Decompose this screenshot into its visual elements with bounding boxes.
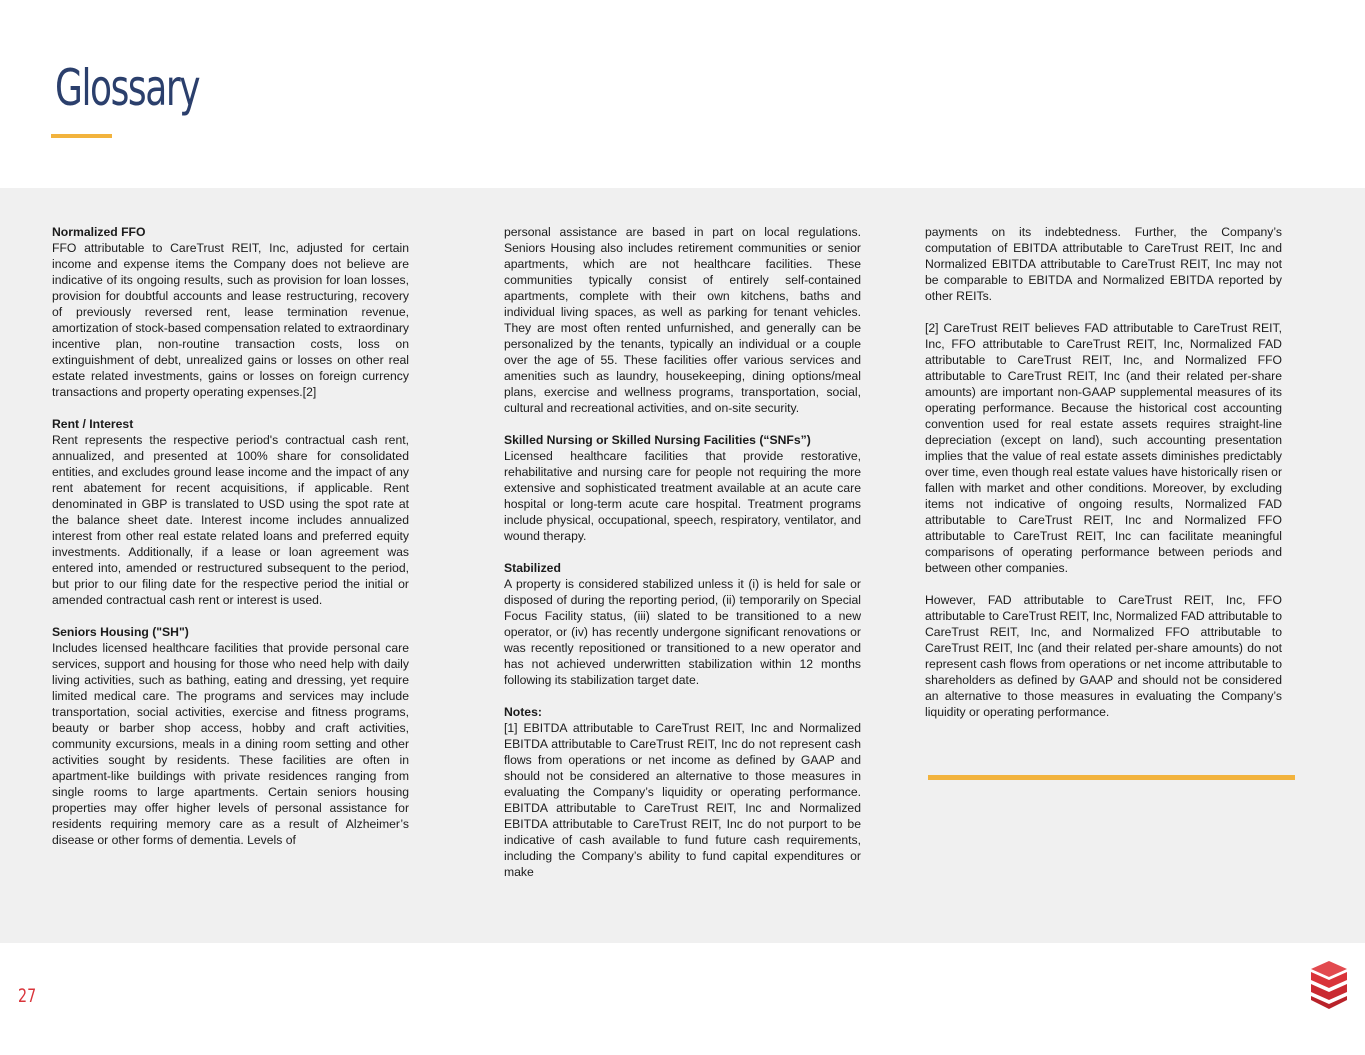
term-normalized-ffo-heading: Normalized FFO: [52, 225, 146, 239]
term-normalized-ffo-definition: FFO attributable to CareTrust REIT, Inc, adjusted for certain income and expense items the Company does not believe are indicative of its ongoing results, such as provision for loan losses, provision for doubtful accounts and lease restructuring, recovery of previously reversed rent, lease termination revenue, amortization of stock-based compensation related to extraordinary incentive plan, non-routine transaction costs, loss on extinguishment of debt, unrealized gains or losses on other real estate related investments, gains or losses on foreign currency transactions and property operating expenses.[2]: [52, 241, 410, 399]
term-rent-interest-heading: Rent / Interest: [52, 417, 134, 431]
glossary-column-1: [52, 224, 409, 848]
page-title: Glossary: [55, 59, 200, 117]
term-seniors-housing-heading: Seniors Housing ("SH"): [52, 625, 189, 639]
note-1-text-continued: payments on its indebtedness. Further, the Company’s computation of EBITDA attributable to CareTrust REIT, Inc and Normalized EBITDA attributable to CareTrust REIT, Inc may not be comparable to EBITDA and Normalized EBITDA reported by other REITs.: [925, 225, 1282, 303]
note-1-text: [1] EBITDA attributable to CareTrust REIT, Inc and Normalized EBITDA attributable to CareTrust REIT, Inc do not represent cash flows from operations or net income as defined by GAAP and should not be considered an alternative to those measures in evaluating the Company’s liquidity or operating performance. EBITDA attributable to CareTrust REIT, Inc and Normalized EBITDA attributable to CareTrust REIT, Inc do not purport to be indicative of cash available to fund future cash requirements, including the Company’s ability to fund capital expenditures or make: [504, 721, 861, 879]
glossary-column-3: [925, 224, 1282, 720]
note-2-text-continued: However, FAD attributable to CareTrust REIT, Inc, FFO attributable to CareTrust REIT, Inc, Normalized FAD attributable to CareTrust REIT, Inc, and Normalized FFO attributable to CareTrust REIT, Inc (and their related per-share amounts) do not represent cash flows from operations or net income attributable to shareholders as defined by GAAP and should not be considered an alternative to those measures in evaluating the Company’s liquidity or operating performance.: [925, 593, 1282, 719]
note-2-text: [2] CareTrust REIT believes FAD attributable to CareTrust REIT, Inc, FFO attributable to CareTrust REIT, Inc, Normalized FAD attributable to CareTrust REIT, Inc, and Normalized FFO attributable to CareTrust REIT, Inc (and their related per-share amounts) are important non-GAAP supplemental measures of its operating performance. Because the historical cost accounting convention used for real estate assets requires straight-line depreciation (except on land), such accounting presentation implies that the value of real estate assets diminishes predictably over time, even though real estate values have historically risen or fallen with market and other conditions. Moreover, by excluding items not indicative of ongoing results, Normalized FAD attributable to CareTrust REIT, Inc and Normalized FFO attributable to CareTrust REIT, Inc can facilitate meaningful comparisons of operating performance between periods and between other companies.: [925, 321, 1283, 575]
term-rent-interest-definition: Rent represents the respective period's contractual cash rent, annualized, and presented at 100% share for consolidated entities, and excludes ground lease income and the impact of any rent abatement for recent acquisitions, if applicable. Rent denominated in GBP is translated to USD using the spot rate at the balance sheet date. Interest income includes annualized interest from other real estate related loans and preferred equity investments. Additionally, if a lease or loan agreement was entered into, amended or restructured subsequent to the period, but prior to our filing date for the respective period the initial or amended contractual cash rent or interest is used.: [52, 433, 409, 607]
column-end-rule: [928, 775, 1295, 780]
glossary-column-2: [504, 224, 861, 880]
page-number: 27: [18, 985, 37, 1007]
title-underline: [51, 134, 112, 138]
term-seniors-housing-definition: Includes licensed healthcare facilities that provide personal care services, support and housing for those who need help with daily living activities, such as bathing, eating and dressing, yet require limited medical care. The programs and services may include transportation, social activities, exercise and fitness programs, beauty or barber shop access, hobby and craft activities, community excursions, meals in a dining room setting and other activities sought by residents. These facilities are often in apartment-like buildings with private residences ranging from single rooms to large apartments. Certain seniors housing properties may offer higher levels of personal assistance for residents requiring memory care as a result of Alzheimer’s disease or other forms of dementia. Levels of: [52, 641, 409, 847]
term-stabilized-definition: A property is considered stabilized unless it (i) is held for sale or disposed of during the reporting period, (ii) temporarily on Special Focus Facility status, (iii) slated to be transitioned to a new operator, or (iv) has recently undergone significant renovations or was recently repositioned or transitioned to a new operator and has not achieved underwritten stabilization within 12 months following its stabilization target date.: [504, 577, 861, 687]
stacked-chevron-logo-icon: [1308, 960, 1350, 1010]
glossary-panel: [0, 188, 1365, 943]
term-seniors-housing-definition-continued: personal assistance are based in part on local regulations. Seniors Housing also includes retirement communities or senior apartments, which are not healthcare facilities. These communities typically consist of entirely self-contained apartments, complete with their own kitchens, baths and individual living spaces, as well as parking for tenant vehicles. They are most often rented unfurnished, and generally can be personalized by the tenants, typically an individual or a couple over the age of 55. These facilities offer various services and amenities such as laundry, housekeeping, dining options/meal plans, exercise and wellness programs, transportation, social, cultural and recreational activities, and on-site security.: [504, 225, 861, 415]
term-snf-definition: Licensed healthcare facilities that provide restorative, rehabilitative and nursing care for people not requiring the more extensive and sophisticated treatment available at an acute care hospital or long-term acute care hospital. Treatment programs include physical, occupational, speech, respiratory, ventilator, and wound therapy.: [504, 449, 861, 543]
notes-heading: Notes:: [504, 705, 542, 719]
term-snf-heading: Skilled Nursing or Skilled Nursing Facilities (“SNFs”): [504, 433, 811, 447]
term-stabilized-heading: Stabilized: [504, 561, 561, 575]
